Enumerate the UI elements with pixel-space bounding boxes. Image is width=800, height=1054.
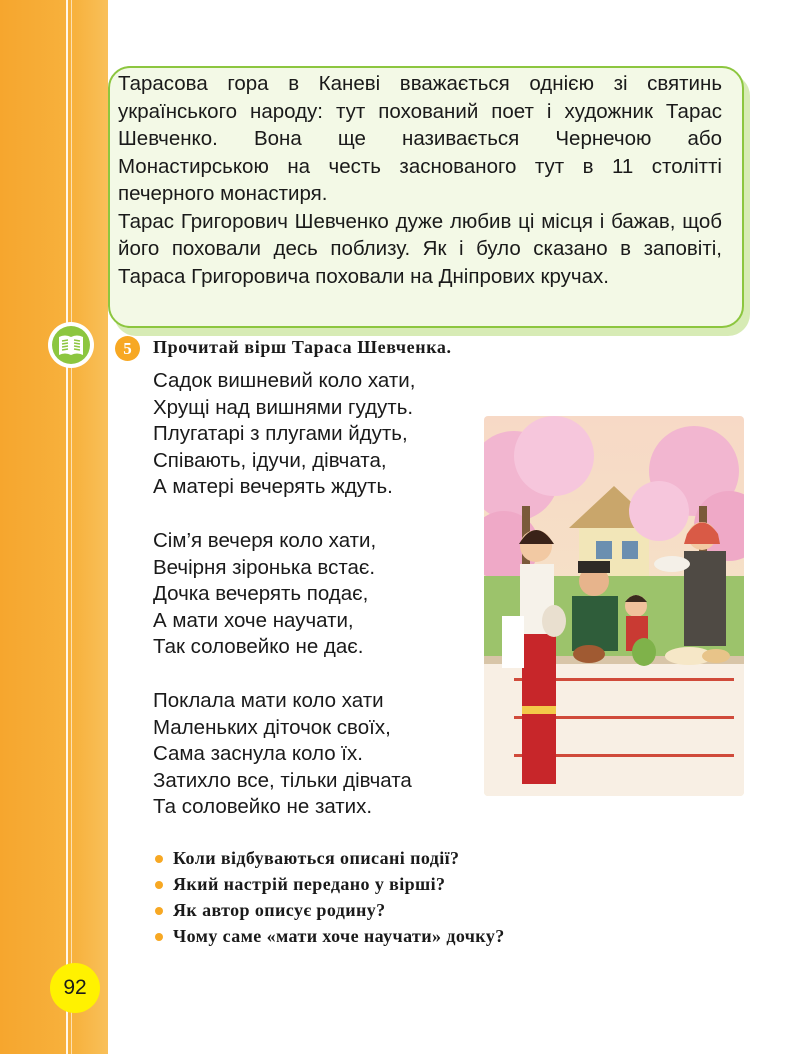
- sidebar-line-thin: [71, 0, 72, 1054]
- poem-stanza: [153, 528, 415, 661]
- question-text: Як автор описує родину?: [173, 900, 386, 920]
- task-title: Прочитай вірш Тараса Шевченка.: [153, 337, 452, 357]
- questions-list: [153, 845, 505, 949]
- bullet-icon: [155, 881, 163, 889]
- poem-line: Дочка вечерять подає,: [153, 582, 369, 606]
- poem-line: Садок вишневий коло хати,: [153, 369, 416, 392]
- poem-line: Співають, ідучи, дівчата,: [153, 448, 387, 472]
- question-text: Коли відбуваються описані події?: [173, 848, 460, 868]
- poem-line: Так соловейко не дає.: [153, 635, 364, 659]
- poem-line: А матері вечерять ждуть.: [153, 475, 393, 499]
- poem-stanza: [153, 368, 415, 501]
- task-number: 5: [115, 336, 140, 361]
- bullet-icon: [155, 855, 163, 863]
- question-item: [153, 871, 505, 897]
- sidebar-line: [66, 0, 68, 1054]
- question-item: [153, 845, 505, 871]
- poem: [153, 368, 415, 848]
- question-text: Який настрій передано у вірші?: [173, 874, 446, 894]
- poem-line: Затихло все, тільки дівчата: [153, 768, 412, 792]
- poem-line: Сама заснула коло їх.: [153, 742, 363, 766]
- family-supper-illustration: [484, 416, 744, 796]
- poem-line: Поклала мати коло хати: [153, 688, 384, 712]
- poem-line: Та соловейко не затих.: [153, 795, 373, 819]
- info-paragraph: Тарас Григорович Шевченко дуже любив ці місця і бажав, щоб його поховали десь поблизу. Як і було сказано в заповіті, Тараса Григоровича поховали на Дніпрових кручах.: [118, 209, 722, 288]
- poem-line: Плугатарі з плугами йдуть,: [153, 422, 408, 446]
- poem-line: Вечірня зіронька встає.: [153, 555, 376, 579]
- poem-line: Маленьких діточок своїх,: [153, 715, 391, 739]
- page-number: 92: [50, 963, 100, 1013]
- sidebar-stripe: [0, 0, 108, 1054]
- poem-line: Сім’я вечеря коло хати,: [153, 528, 377, 552]
- info-paragraph: Тарасова гора в Каневі вважається однією зі святинь українського народу: тут похований поет і художник Тарас Шевченко. Вона ще називається Чернечою або Монастирською на честь заснованого тут в 11 столітті печерного монастиря.: [118, 72, 722, 205]
- info-text: [118, 70, 722, 290]
- question-item: [153, 923, 505, 949]
- poem-line: Хрущі над вишнями гудуть.: [153, 395, 414, 419]
- book-icon: [52, 326, 90, 364]
- poem-stanza: [153, 688, 415, 821]
- poem-line: А мати хоче научати,: [153, 608, 354, 632]
- question-text: Чому саме «мати хоче научати» дочку?: [173, 926, 505, 946]
- bullet-icon: [155, 933, 163, 941]
- question-item: [153, 897, 505, 923]
- bullet-icon: [155, 907, 163, 915]
